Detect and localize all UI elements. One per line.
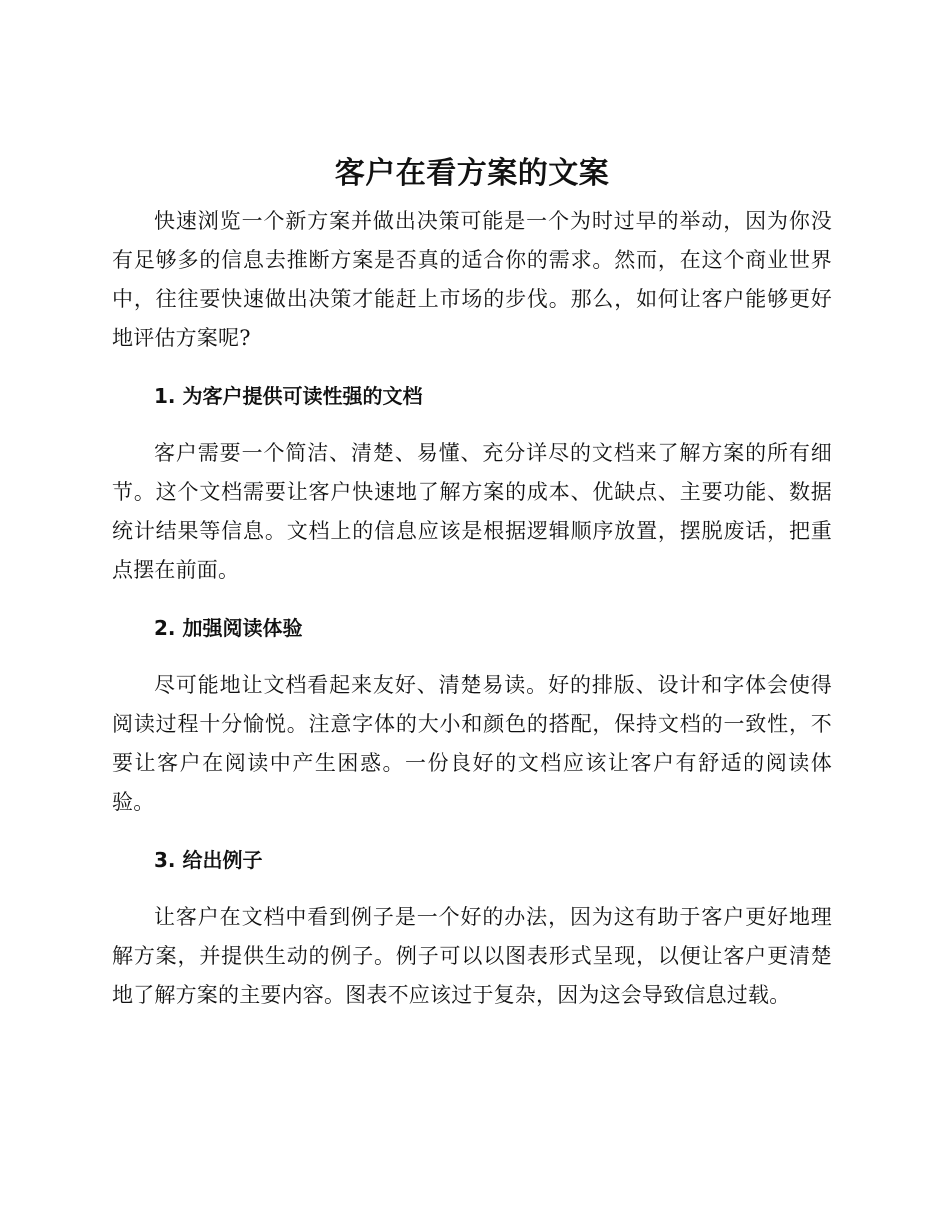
section-1 xyxy=(112,381,832,590)
section-3 xyxy=(112,845,832,1015)
section-heading: 1. 为客户提供可读性强的文档 xyxy=(154,384,423,408)
section-heading: 3. 给出例子 xyxy=(154,848,263,872)
section-2 xyxy=(112,613,832,822)
intro-paragraph: 快速浏览一个新方案并做出决策可能是一个为时过早的举动，因为你没有足够多的信息去推断方案是否真的适合你的需求。然而，在这个商业世界中，往往要快速做出决策才能赶上市场的步伐。那么，如何让客户能够更好地评估方案呢? xyxy=(112,209,832,350)
section-heading: 2. 加强阅读体验 xyxy=(154,616,303,640)
document-page xyxy=(112,150,832,1015)
section-paragraph: 让客户在文档中看到例子是一个好的办法，因为这有助于客户更好地理解方案，并提供生动的例子。例子可以以图表形式呈现，以便让客户更清楚地了解方案的主要内容。图表不应该过于复杂，因为这会导致信息过载。 xyxy=(112,905,832,1007)
document-title: 客户在看方案的文案 xyxy=(334,156,610,191)
section-paragraph: 尽可能地让文档看起来友好、清楚易读。好的排版、设计和字体会使得阅读过程十分愉悦。注意字体的大小和颜色的搭配，保持文档的一致性，不要让客户在阅读中产生困惑。一份良好的文档应该让客户有舒适的阅读体验。 xyxy=(112,673,832,814)
section-paragraph: 客户需要一个简洁、清楚、易懂、充分详尽的文档来了解方案的所有细节。这个文档需要让客户快速地了解方案的成本、优缺点、主要功能、数据统计结果等信息。文档上的信息应该是根据逻辑顺序放置，摆脱废话，把重点摆在前面。 xyxy=(112,441,832,582)
